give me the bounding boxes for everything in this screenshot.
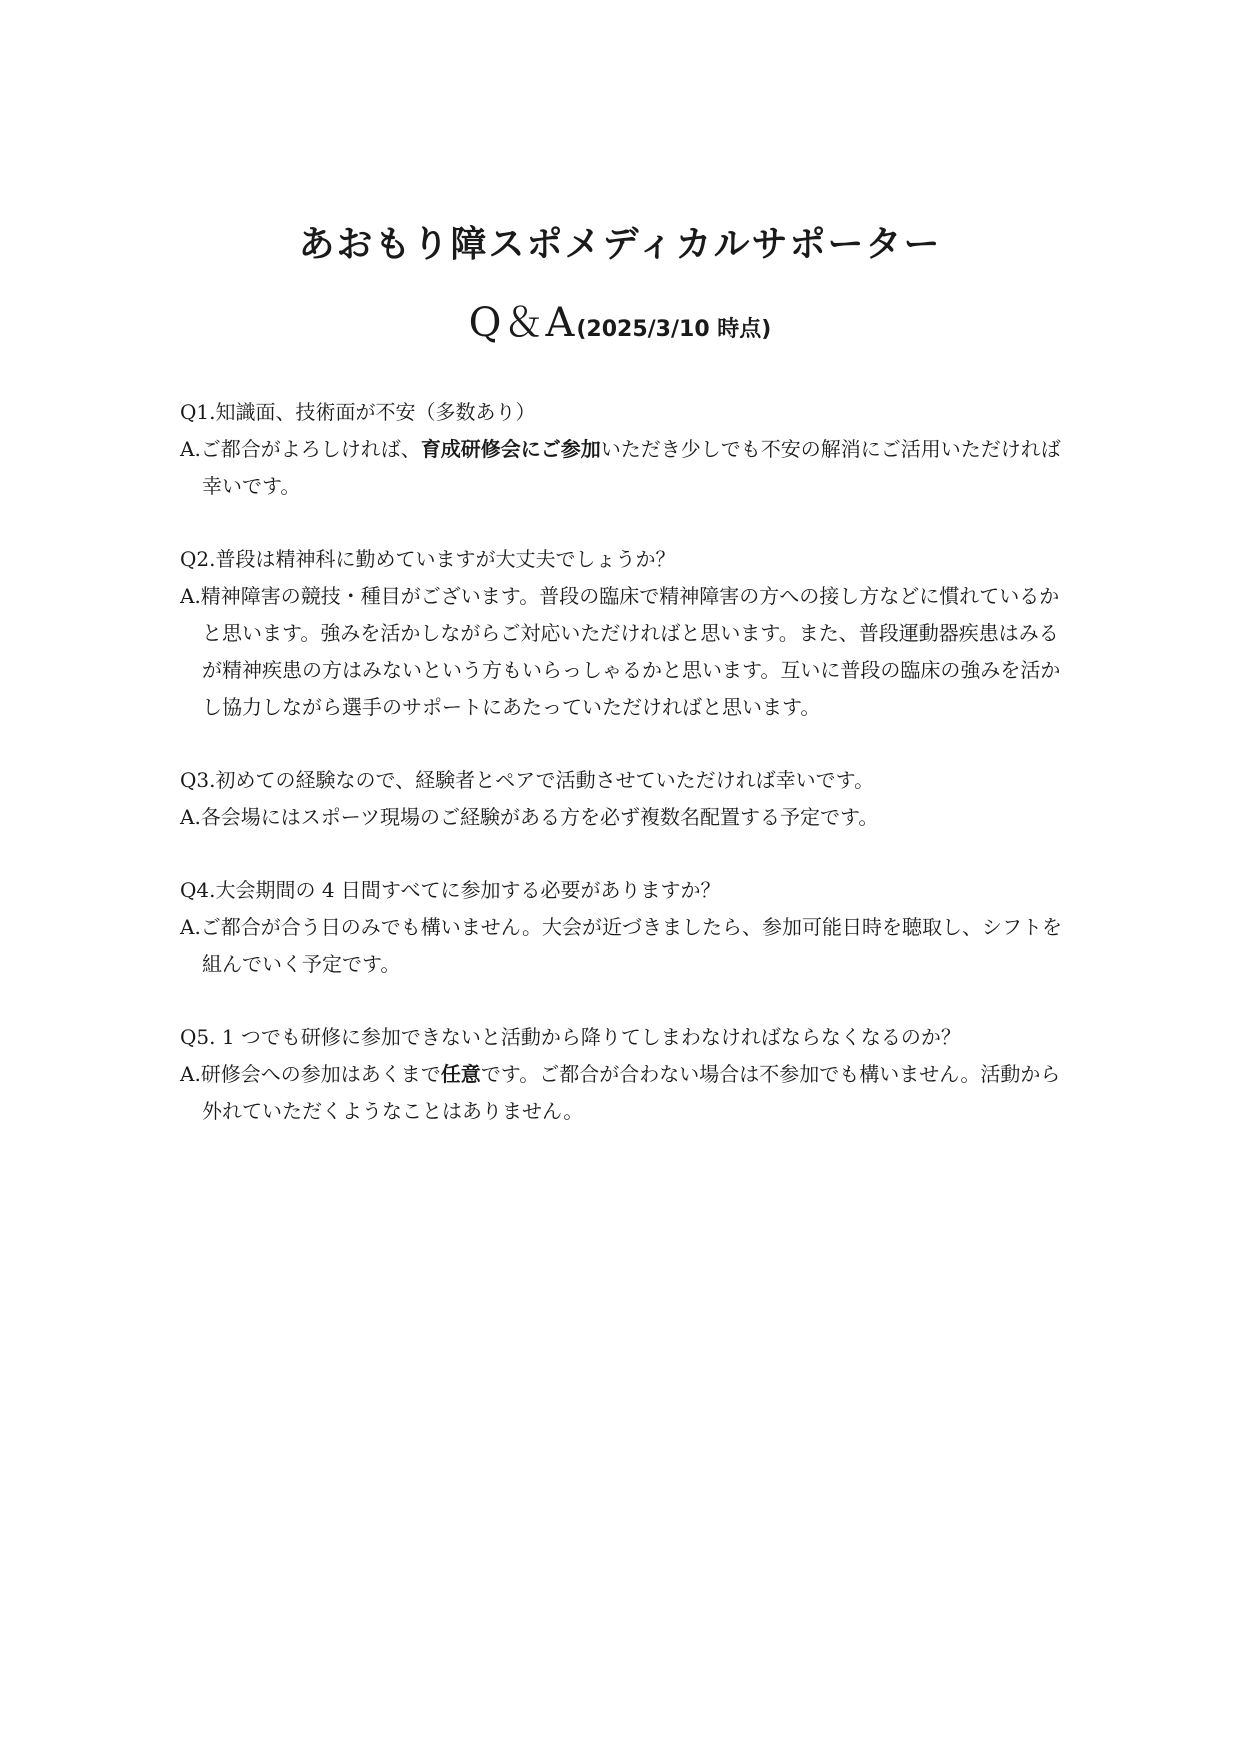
- answer-1-text-start: A.ご都合がよろしければ、: [180, 437, 421, 461]
- answer-5: [180, 1056, 1070, 1130]
- question-5: Q5. 1 つでも研修に参加できないと活動から降りてしまわなければならなくなるのか？: [180, 1025, 961, 1049]
- answer-5-text-start: A.研修会への参加はあくまで: [180, 1062, 441, 1086]
- answer-4: [180, 909, 1070, 983]
- question-3: Q3.初めての経験なので、経験者とペアで活動させていただければ幸いです。: [180, 768, 875, 792]
- answer-1-text-end: いただき少しでも不安の解消にご活用いただければ幸いです。: [202, 437, 1061, 498]
- document-subtitle: [0, 298, 1240, 356]
- qa-item-5: [180, 1019, 1070, 1130]
- qa-item-1: [180, 394, 1070, 505]
- subtitle-qa: Q＆A: [468, 300, 577, 346]
- qa-item-2: [180, 541, 1070, 726]
- qa-item-3: [180, 762, 1070, 836]
- answer-1: [180, 431, 1070, 505]
- answer-3-text: A.各会場にはスポーツ現場のご経験がある方を必ず複数名配置する予定です。: [180, 805, 879, 829]
- answer-1-emphasis: 育成研修会にご参加: [420, 437, 601, 461]
- question-4: Q4.大会期間の 4 日間すべてに参加する必要がありますか？: [180, 878, 721, 902]
- question-2: Q2.普段は精神科に勤めていますが大丈夫でしょうか？: [180, 547, 676, 571]
- subtitle-date: (2025/3/10 時点): [576, 317, 772, 342]
- qa-list: [180, 394, 1070, 1166]
- answer-3: [180, 799, 1070, 836]
- qa-item-4: [180, 872, 1070, 983]
- question-1: Q1.知識面、技術面が不安（多数あり）: [180, 400, 536, 424]
- answer-5-text-end: です。ご都合が合わない場合は不参加でも構いません。活動から外れていただくようなことはありません。: [202, 1062, 1061, 1123]
- document-title: あおもり障スポメディカルサポーター: [298, 223, 942, 265]
- answer-2-text: A.精神障害の競技・種目がございます。普段の臨床で精神障害の方への接し方などに慣れているかと思います。強みを活かしながらご対応いただければと思います。また、普段運動器疾患はみるが精神疾患の方はみないという方もいらっしゃるかと思います。互いに普段の臨床の強みを活かし協力しながら選手のサポートにあたっていただければと思います。: [180, 584, 1061, 719]
- answer-4-text: A.ご都合が合う日のみでも構いません。大会が近づきましたら、参加可能日時を聴取し、シフトを組んでいく予定です。: [180, 915, 1063, 976]
- answer-5-emphasis: 任意: [440, 1062, 481, 1086]
- answer-2: [180, 578, 1070, 726]
